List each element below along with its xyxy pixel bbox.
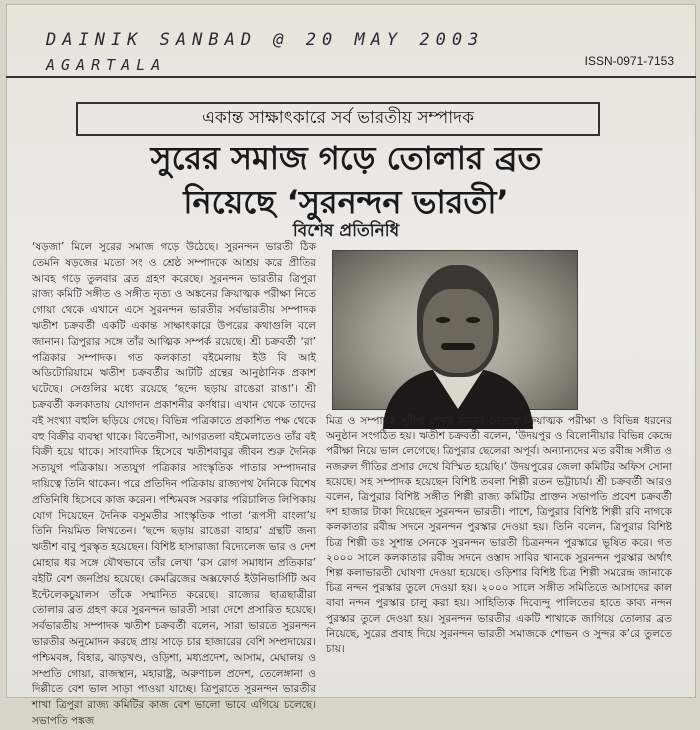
handwritten-place-note: AGARTALA [46,56,167,74]
newspaper-clipping [6,4,696,727]
byline: বিশেষ প্রতিনিধি [292,221,400,241]
article-left-column [32,240,316,727]
masthead-rule [6,76,696,78]
photo-eye-left [436,317,450,323]
portrait-photo [332,250,578,410]
left-column-text: ‘ষড়জা’ মিলে সুরের সমাজ গড়ে উঠেছে। সুরনন্দন ভারতী ঠিক তেমনি ষড়জের মতো সং ও শ্রেষ্ঠ সম্পাদকে আশ্রয় করে প্রীতির আবহ গড়ে তুলবার ব্রত গ্রহণ করেছে। সুরনন্দন ভারতীর ত্রিপুরা রাজ্য কমিটি সঙ্গীত ও সঙ্গীত নৃত্য ও অঙ্কনের ক্রিয়াত্মক পরীক্ষা নিতে গোয়া থেকে এখানে এসে সুরনন্দন ভারতীর সর্বভারতীয় সম্পাদক ঋতীশ চক্রবর্তী একটি একান্ত সাক্ষাৎকারে উপরের কথাগুলি বলে জানান। ত্রিপুরার সঙ্গে তাঁর আত্মিক সম্পর্ক রয়েছে। শ্রী চক্রবর্তী ‘রা’ পত্রিকার সম্পাদক। গত কলকাতা বইমেলায় ইউ বি আই অডিটোরিয়ামে ঋতীশ চক্রবর্তীর আটটি গ্রন্থের আনুষ্ঠানিক প্রকাশ ঘটেছে। সেগুলির মধ্যে রয়েছে ‘ছন্দে ছড়ায় রাঙেরা রাঙা’। শ্রী চক্রবর্তী কলকাতায় যোগদান প্রকাশনীর কর্ণধার। এখান থেকে তাদের বই সংখ্যা বহুলি ছড়িয়ে গেছে। বিভিন্ন পত্রিকাতে প্রকাশিত পক্ষ থেকে বহু বিক্রীর ব্যবস্থা থাকে। বিতেনীসা, আগরতলা বইমেলাতেও তাঁর বই বিক্রী হয়ে থাকে। সাংবাদিক হিসেবে ঋতীশবাবুর জীবন শুরু দৈনিক সত্যযুগ পত্রিকায়। সত্যযুগ পত্রিকার সাংস্কৃতিক পাতার সম্পাদনার দায়িত্বে তিনি থাকেন। পরে প্রতিদিন পত্রিকায় রাজ্যপথ দৈনিকে বিশেষ প্রতিনিধি হিসেবে কাজ করেন। পশ্চিমবঙ্গ সরকার পরিচালিত লিপিকায় যোগ দিয়েছেন দৈনিক বসুমতীর সাংস্কৃতিক পাতা ‘রূপসী বাংলা’য় তিনি নিয়মিত লিখতেন। ‘ছন্দে ছড়ায় রাঙেরা বাহার’ গ্রন্থটি জন্য ঋতীশ বাবু পুরস্কৃত হয়েছেন। বিশিষ্ট হাসারাজা বিদ্যেলেজ ভার ও দেশ মোহার ধর সঙ্গে যৌথভাবে তাঁর লেখা ‘রস রোগ সমাধান প্রতিকার’ বইটি বেশ জনপ্রিয় হয়েছে। কেমব্রিজের অক্সফোর্ড ইউনিভার্সিটি অব ইন্টেলেকচুয়ালস তাঁকে সম্মানিত করেছে। রাজ্যের ছাত্রছাত্রীরা তোলার ব্রত গ্রহণ করে সুরনন্দন ভারতী সারা দেশে প্রসারিত হয়েছে। সর্বভারতীয় সম্পাদক ঋতীশ চক্রবর্তী বলেন, সারা ভারতে সুরনন্দন ভারতীর অনুমোদন করছে প্রায় সাড়ে চার হাজারের বেশি সম্প্রদায়ের। পশ্চিমবঙ্গ, বিহার, ঝাড়খণ্ড, ওড়িশা, মধ্যপ্রদেশ, আসাম, মেঘালয় ও সম্প্রতি গোয়া, রাজস্থান, মহারাষ্ট্র, অরুণাচল প্রদেশ, তেলেঙ্গানা ও দিল্লীতে বেশ ভাল সাড়া পাওয়া যাচ্ছে। ত্রিপুরাতে সুরনন্দন ভারতীর শাখা ত্রিপুরা রাজ্য কমিটির কাজ বেশ ভালো ভাবে এগিয়ে চলেছে। সভাপতি পঙ্কজ [32,241,316,727]
photo-moustache [441,343,475,350]
photo-face [423,289,493,373]
right-column-text: মিত্র ও সম্পাদক সুদীপ্ত শেখর মিত্রের নেতৃত্বে ক্রিয়াত্মক পরীক্ষা ও বিভিন্ন ধরনের অনুষ্ঠান সংগঠিত হয়। ঋতীশ চক্রবর্তী বলেন, ‘উদয়পুর ও বিলোনীয়ার বিভিন্ন কেন্দ্রে পরীক্ষা নিয়ে ভাল লেগেছে। ত্রিপুরার ছেলেরা অপূর্ব। অন্যান্যদের মত রবীন্দ্র সঙ্গীত ও নজরুল গীতির প্রসার দেখে বিস্মিত হয়েছি।’ উদয়পুরের জেলা কমিটির অফিস সোনা হয়েছে। সহ সম্পাদক হয়েছেন বিশিষ্ট তবলা শিল্পী রতন ভট্টাচার্য। শ্রী চক্রবর্তী আরও বলেন, ত্রিপুরার বিশিষ্ট সঙ্গীত শিল্পী রাজ্য কমিটির প্রাক্তন সভাপতি প্রবেশ চক্রবর্তী দশ হাজার টাকা দিয়েছেন সুরনন্দন ভারতী। পাশে, ত্রিপুরার বিশিষ্ট শিল্পী রবি নাগকে কলকাতার রবীন্দ্র সদনে সুরনন্দন পুরস্কার দেওয়া হয়। তিনি বলেন, ত্রিপুরার বিশিষ্ট চিত্র শিল্পী ডঃ সুশান্ত সেনকে সুরনন্দন ভারতী চিত্রনন্দন পুরস্কারে ভূষিত করে। গত ২০০০ সালে কলকাতার রবীন্দ্র সদনে ওস্তাদ সাবির খানকে সুরনন্দন পুরস্কার অর্থাৎ শিল্প কলাভারতী ঘোষণা দেওয়া হয়েছে। ওড়িশার বিশিষ্ট চিত্র শিল্পী সমরেন্দ্র জানাকে চিত্র নন্দন পুরস্কার তুলে দেওয়া হয়। ২০০০ সালে সঙ্গীত সমিতিতে আসাদের কাল বাবা নন্দন পুরস্কার চালু করা হয়। সাহিত্যিক দিব্যেন্দু পালিতের হাতে কাব্য নন্দন পুরস্কার তুলে দেওয়া হয়। সুরনন্দন ভারতীর একটি শাখাকে জাগিয়ে তোলার ব্রত নিয়েছে, সুরের প্রবাহ দিয়ে সুরনন্দন ভারতী সমাজকে শোভন ও সুন্দর ক’রে তুলতে চায়। [326,415,672,656]
photo-eye-right [466,317,480,323]
headline-line-2: নিয়েছে ‘সুরনন্দন ভারতী’ [183,183,509,221]
issn-number: ISSN-0971-7153 [584,54,674,68]
headline-line-1: সুরের সমাজ গড়ে তোলার ব্রত [150,139,542,177]
article-right-column [326,414,672,696]
article-kicker: একান্ত সাক্ষাৎকারে সর্ব ভারতীয় সম্পাদক [76,102,600,136]
handwritten-source-note: DAINIK SANBAD @ 20 MAY 2003 [46,30,485,50]
